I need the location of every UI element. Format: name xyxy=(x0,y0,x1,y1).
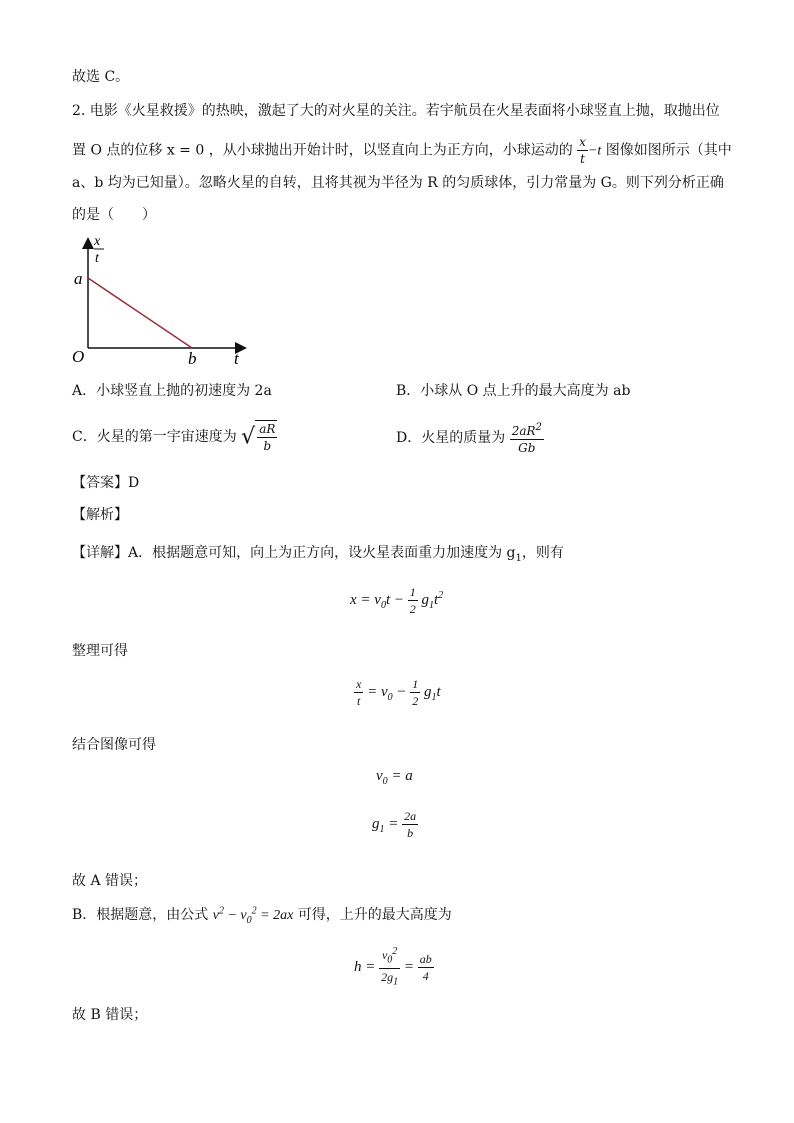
equation-v0: $v_0 = a$ xyxy=(376,768,413,787)
choice-c xyxy=(72,420,277,454)
a-wrong: 故 A 错误； xyxy=(72,873,148,889)
question-2-line-2-end: 图像如图所示（其中 xyxy=(605,142,732,159)
detail-a-line: 【详解】A．根据题意可知，向上为正方向，设火星表面重力加速度为 $g_1$，则有 xyxy=(72,545,564,564)
detail-b-text: B．根据题意，由公式 xyxy=(72,907,209,923)
answer-label: 【答案】D xyxy=(72,475,140,491)
choice-c-text: C．火星的第一宇宙速度为 xyxy=(72,429,237,445)
jiehe-label: 结合图像可得 xyxy=(72,737,156,753)
question-2-line-2: 置 O 点的位移 x = 0 ，从小球抛出开始计时，以竖直向上为正方向，小球运动的 $\frac{x}{t}$ −t 图像如图所示（其中 xyxy=(72,135,732,166)
x-intercept-label: b xyxy=(188,349,197,368)
choice-b: B．小球从 O 点上升的最大高度为 ab xyxy=(396,383,631,399)
question-2-line-1: 2. 电影《火星救援》的热映，激起了大的对火星的关注。若宇航员在火星表面将小球竖直上抛，取抛出位 xyxy=(72,103,720,119)
choice-d-text: D．火星的质量为 xyxy=(396,430,506,446)
sqrt-ar-over-b: √ $\frac{aR}{b}$ xyxy=(241,422,276,453)
y-intercept-label: a xyxy=(74,269,83,288)
x-over-t-fraction: $\frac{x}{t}$ xyxy=(579,135,586,166)
detail-b-end: 可得，上升的最大高度为 xyxy=(297,907,452,923)
equation-h: h = $\frac{v_0^2}{2g_1}$ = $\frac{ab}{4}$ xyxy=(354,944,434,991)
choice-a: A．小球竖直上抛的初速度为 2a xyxy=(72,383,272,399)
graph-line xyxy=(88,278,192,348)
question-2-line-4: 的是（ ） xyxy=(72,207,156,223)
zhengli-label: 整理可得 xyxy=(72,643,128,659)
text-line-conclusion: 故选 C。 xyxy=(72,69,130,85)
question-2-line-2-text: 置 O 点的位移 x = 0 ，从小球抛出开始计时，以竖直向上为正方向，小球运动的 xyxy=(72,142,573,159)
mass-fraction: $\frac{2aR^2}{Gb}$ xyxy=(511,422,542,455)
xt-t-graph xyxy=(68,232,258,368)
question-2-line-3: a、b 均为已知量）。忽略火星的自转，且将其视为半径为 R 的匀质球体，引力常量为 G。则下列分析正确 xyxy=(72,175,724,191)
detail-a-text: 【详解】A．根据题意可知，向上为正方向，设火星表面重力加速度为 g xyxy=(72,545,516,561)
x-axis-label: t xyxy=(234,349,239,368)
equation-x: $x = v_0t$ − $\frac{1}{2}$ $g_1t^2$ xyxy=(350,585,444,616)
origin-label: O xyxy=(72,347,85,366)
detail-b-line: B．根据题意，由公式 $v^2 - v_0^2 = 2ax$ 可得，上升的最大高度为 xyxy=(72,905,452,926)
y-label-numerator: x xyxy=(94,234,101,249)
y-label-denominator: t xyxy=(95,251,99,266)
equation-x-over-t: $\frac{x}{t}$ = $v_0$ − $\frac{1}{2}$ $g_1t$ xyxy=(356,677,441,708)
detail-a-end: ，则有 xyxy=(521,545,564,561)
analysis-label: 【解析】 xyxy=(72,507,128,523)
equation-g1: $g_1$ = $\frac{2a}{b}$ xyxy=(372,809,417,840)
b-wrong: 故 B 错误； xyxy=(72,1007,148,1023)
choice-d xyxy=(396,420,544,456)
